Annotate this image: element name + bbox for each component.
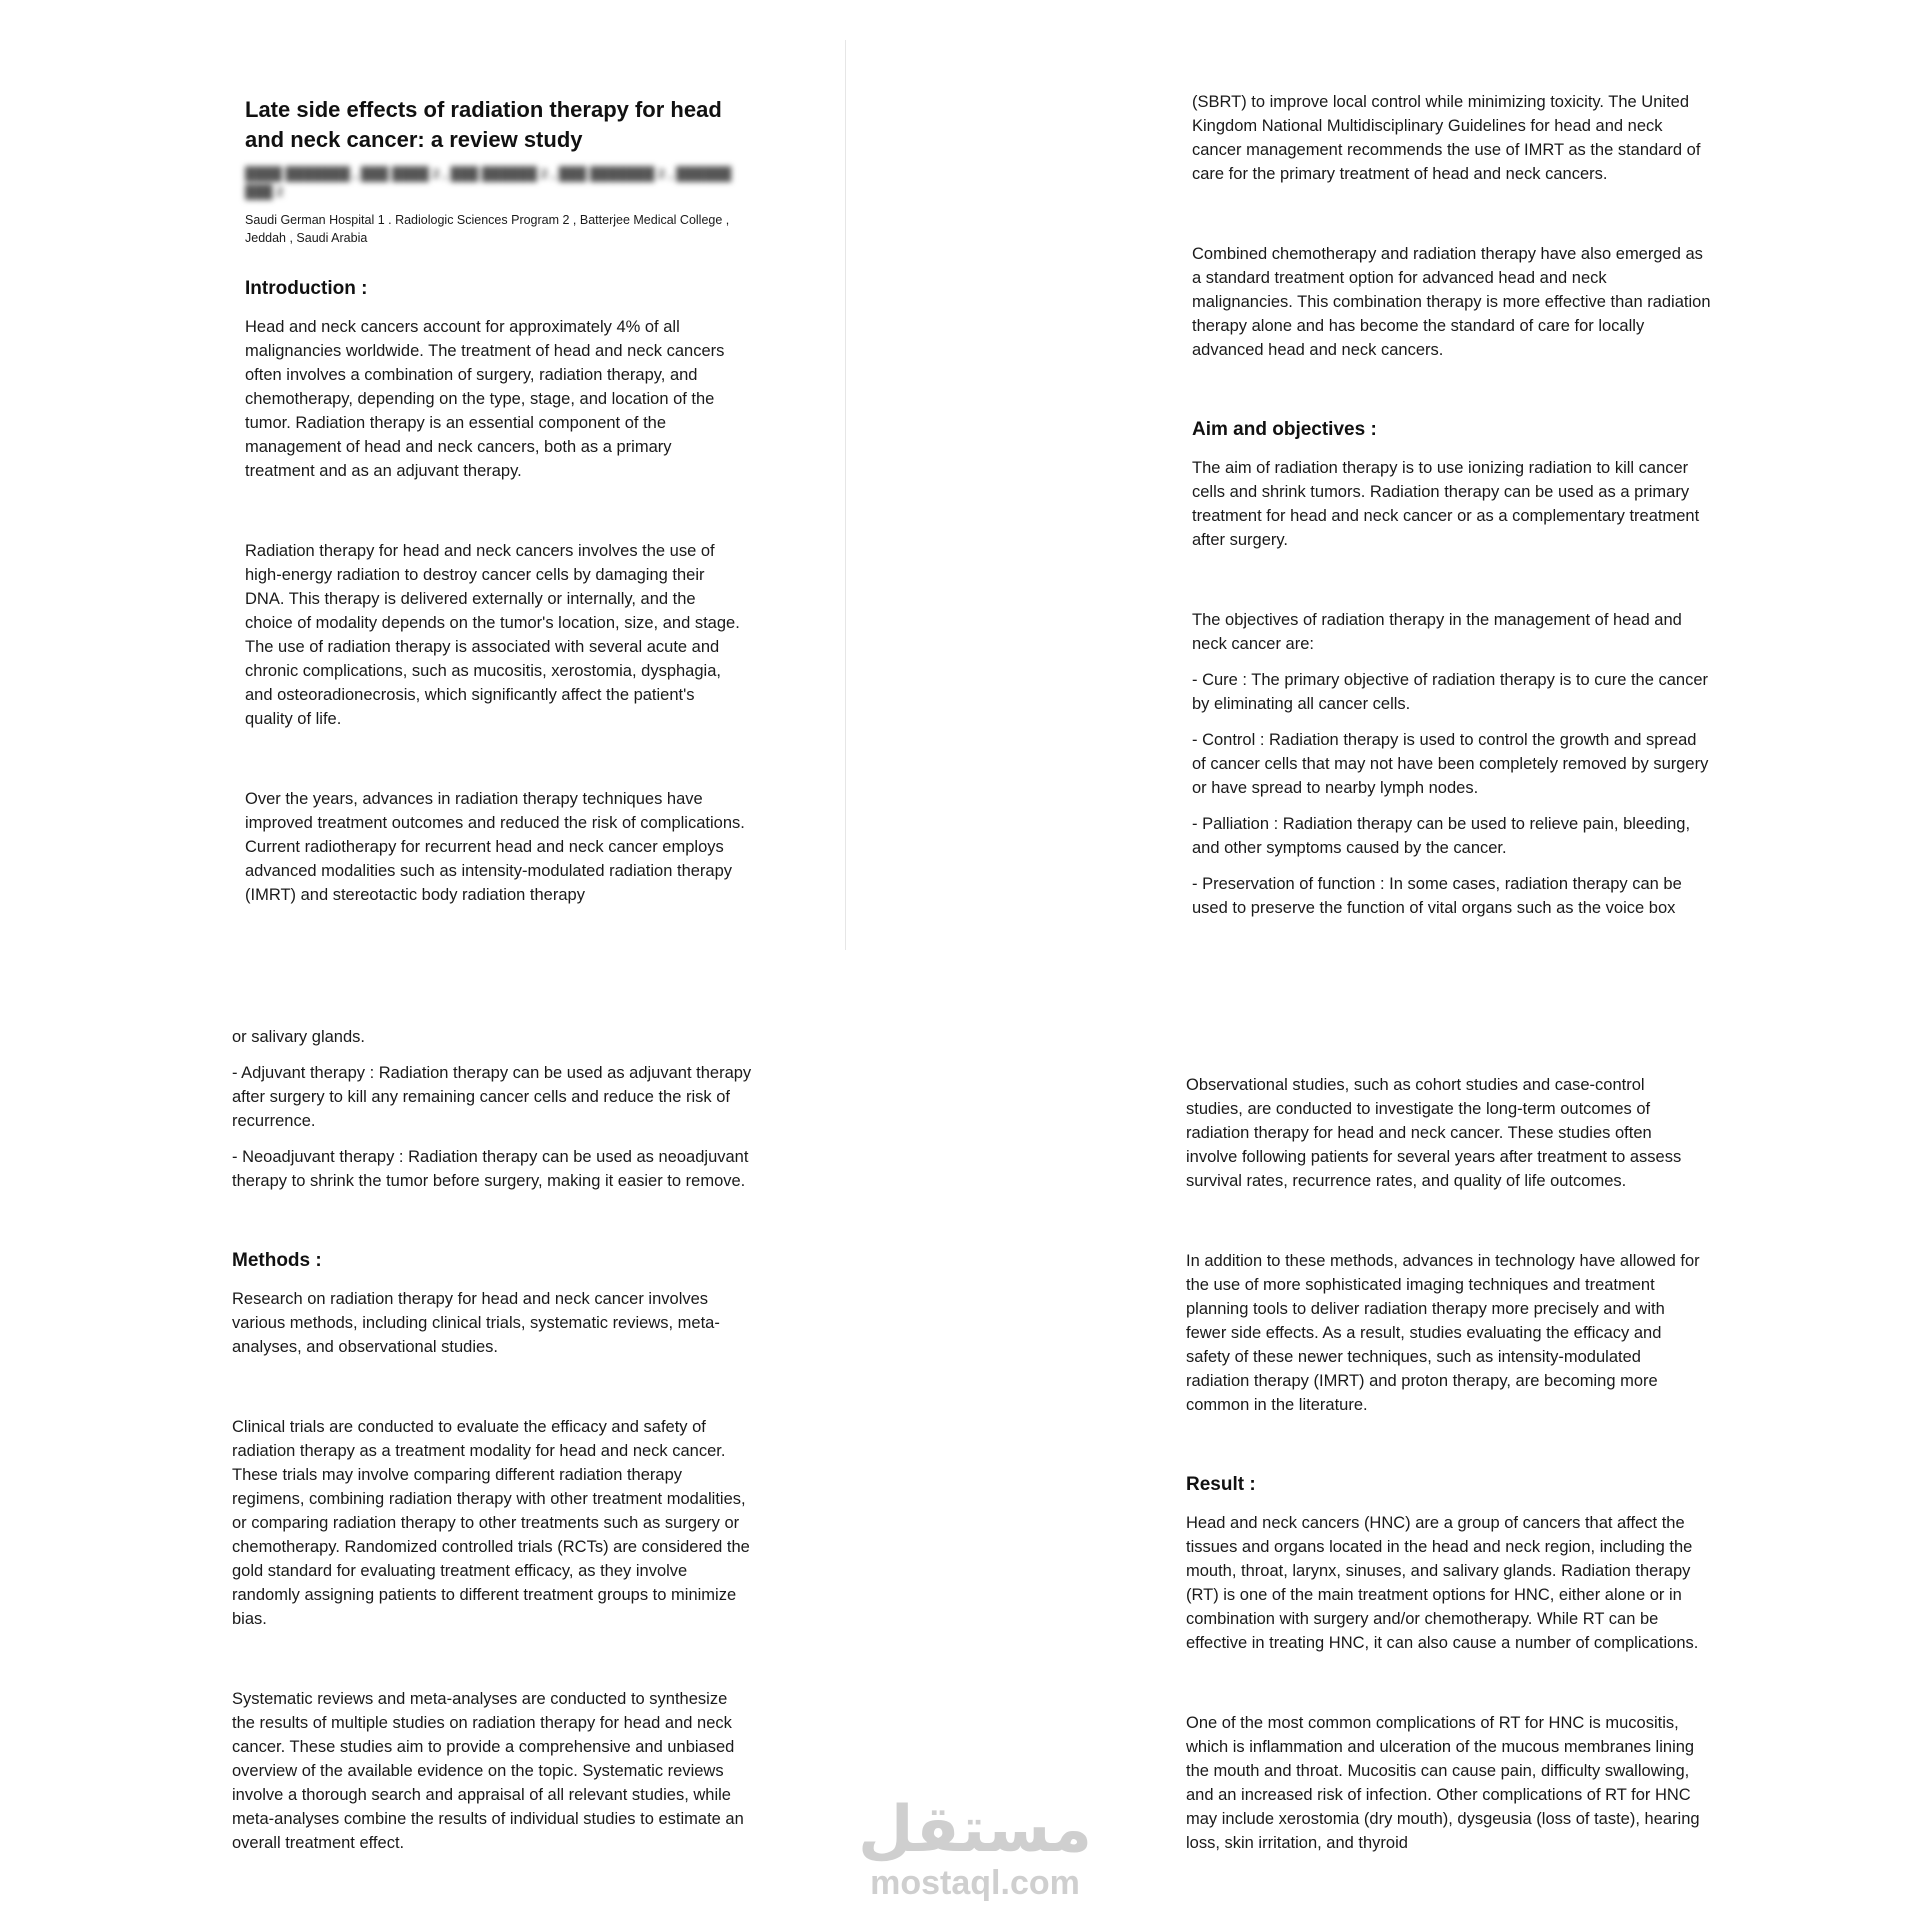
right-paragraph-1: (SBRT) to improve local control while minimizing toxicity. The United Kingdom National Multidisciplinary Guidelines for head and neck cancer management recommends the use of IMRT as the standard of care for the primary treatment of head and neck cancers. — [1192, 93, 1701, 183]
page2-left-column — [232, 1025, 752, 1867]
methods-paragraph-3: Systematic reviews and meta-analyses are conducted to synthesize the results of multiple studies on radiation therapy for head and neck cancer. These studies aim to provide a comprehensive and unbiased overview of the available evidence on the topic. Systematic reviews involve a thorough search and appraisal of all relevant studies, while meta-analyses combine the results of individual studies to estimate an overall treatment effect. — [232, 1690, 744, 1852]
objectives-intro: The objectives of radiation therapy in the management of head and neck cancer are: — [1192, 611, 1682, 653]
result-heading: Result : — [1186, 1474, 1256, 1495]
technology-paragraph: In addition to these methods, advances in technology have allowed for the use of more sophisticated imaging techniques and treatment planning tools to deliver radiation therapy more precisely and with fewer side effects. As a result, studies evaluating the efficacy and safety of these newer techniques, such as intensity-modulated radiation therapy (IMRT) and proton therapy, are becoming more common in the literature. — [1186, 1252, 1700, 1414]
introduction-heading: Introduction : — [245, 278, 368, 299]
authors-redacted: ████ ███████ , ███ ████ 2 , ███ ██████ 2 , ███ ███████ 2 , ██████ ███ 2 — [245, 166, 732, 199]
observational-paragraph: Observational studies, such as cohort studies and case-control studies, are conducted to investigate the long-term outcomes of radiation therapy for head and neck cancer. These studies often involve following patients for several years after treatment to assess survival rates, recurrence rates, and quality of life outcomes. — [1186, 1076, 1682, 1190]
aim-paragraph: The aim of radiation therapy is to use ionizing radiation to kill cancer cells and shrink tumors. Radiation therapy can be used as a primary treatment for head and neck cancer or as a complementary treatment after surgery. — [1192, 459, 1700, 549]
page1-left-column — [245, 95, 745, 919]
continued-text: or salivary glands. — [232, 1028, 365, 1046]
objective-preservation: - Preservation of function : In some cases, radiation therapy can be used to preserve the function of vital organs such as the voice box — [1192, 875, 1682, 917]
objective-adjuvant: - Adjuvant therapy : Radiation therapy can be used as adjuvant therapy after surgery to kill any remaining cancer cells and reduce the risk of recurrence. — [232, 1064, 752, 1130]
watermark-arabic: مستقل — [857, 1793, 1093, 1867]
objective-neoadjuvant: - Neoadjuvant therapy : Radiation therapy can be used as neoadjuvant therapy to shrink the tumor before surgery, making it easier to remove. — [232, 1148, 749, 1190]
intro-paragraph-3: Over the years, advances in radiation therapy techniques have improved treatment outcomes and reduced the risk of complications. Current radiotherapy for recurrent head and neck cancer employs advanced modalities such as intensity-modulated radiation therapy (IMRT) and stereotactic body radiation therapy — [245, 790, 745, 904]
right-paragraph-2: Combined chemotherapy and radiation therapy have also emerged as a standard treatment option for advanced head and neck malignancies. This combination therapy is more effective than radiation therapy alone and has become the standard of care for locally advanced head and neck cancers. — [1192, 245, 1711, 359]
mostaql-watermark — [840, 1795, 1110, 1901]
page2-right-column — [1186, 1073, 1706, 1867]
objective-palliation: - Palliation : Radiation therapy can be used to relieve pain, bleeding, and other symptoms caused by the cancer. — [1192, 815, 1691, 857]
methods-heading: Methods : — [232, 1250, 322, 1271]
intro-paragraph-1: Head and neck cancers account for approximately 4% of all malignancies worldwide. The treatment of head and neck cancers often involves a combination of surgery, radiation therapy, and chemotherapy, depending on the type, stage, and location of the tumor. Radiation therapy is an essential component of the management of head and neck cancers, both as a primary treatment and as an adjuvant therapy. — [245, 318, 725, 480]
page-divider — [845, 40, 846, 950]
objective-cure: - Cure : The primary objective of radiation therapy is to cure the cancer by eliminating all cancer cells. — [1192, 671, 1709, 713]
affiliation: Saudi German Hospital 1 . Radiologic Sciences Program 2 , Batterjee Medical College , Jeddah , Saudi Arabia — [245, 213, 730, 245]
paper-title: Late side effects of radiation therapy for head and neck cancer: a review study — [245, 97, 722, 152]
page1-right-column — [1192, 90, 1712, 932]
watermark-latin: mostaql.com — [870, 1864, 1080, 1902]
intro-paragraph-2: Radiation therapy for head and neck cancers involves the use of high-energy radiation to destroy cancer cells by damaging their DNA. This therapy is delivered externally or internally, and the choice of modality depends on the tumor's location, size, and stage. The use of radiation therapy is associated with several acute and chronic complications, such as mucositis, xerostomia, dysphagia, and osteoradionecrosis, which significantly affect the patient's quality of life. — [245, 542, 740, 728]
aim-heading: Aim and objectives : — [1192, 419, 1377, 440]
result-paragraph-1: Head and neck cancers (HNC) are a group of cancers that affect the tissues and organs located in the head and neck region, including the mouth, throat, larynx, sinuses, and salivary glands. Radiation therapy (RT) is one of the main treatment options for HNC, either alone or in combination with surgery and/or chemotherapy. While RT can be effective in treating HNC, it can also cause a number of complications. — [1186, 1514, 1699, 1652]
methods-paragraph-1: Research on radiation therapy for head and neck cancer involves various methods, including clinical trials, systematic reviews, meta-analyses, and observational studies. — [232, 1290, 720, 1356]
methods-paragraph-2: Clinical trials are conducted to evaluate the efficacy and safety of radiation therapy as a treatment modality for head and neck cancer. These trials may involve comparing different radiation therapy regimens, combining radiation therapy with other treatment modalities, or comparing radiation therapy to other treatments such as surgery or chemotherapy. Randomized controlled trials (RCTs) are considered the gold standard for evaluating treatment efficacy, as they involve randomly assigning patients to different treatment groups to minimize bias. — [232, 1418, 750, 1628]
objective-control: - Control : Radiation therapy is used to control the growth and spread of cancer cells that may not have been completely removed by surgery or have spread to nearby lymph nodes. — [1192, 731, 1709, 797]
result-paragraph-2: One of the most common complications of RT for HNC is mucositis, which is inflammation and ulceration of the mucous membranes lining the mouth and throat. Mucositis can cause pain, difficulty swallowing, and an increased risk of infection. Other complications of RT for HNC may include xerostomia (dry mouth), dysgeusia (loss of taste), hearing loss, skin irritation, and thyroid — [1186, 1714, 1700, 1852]
